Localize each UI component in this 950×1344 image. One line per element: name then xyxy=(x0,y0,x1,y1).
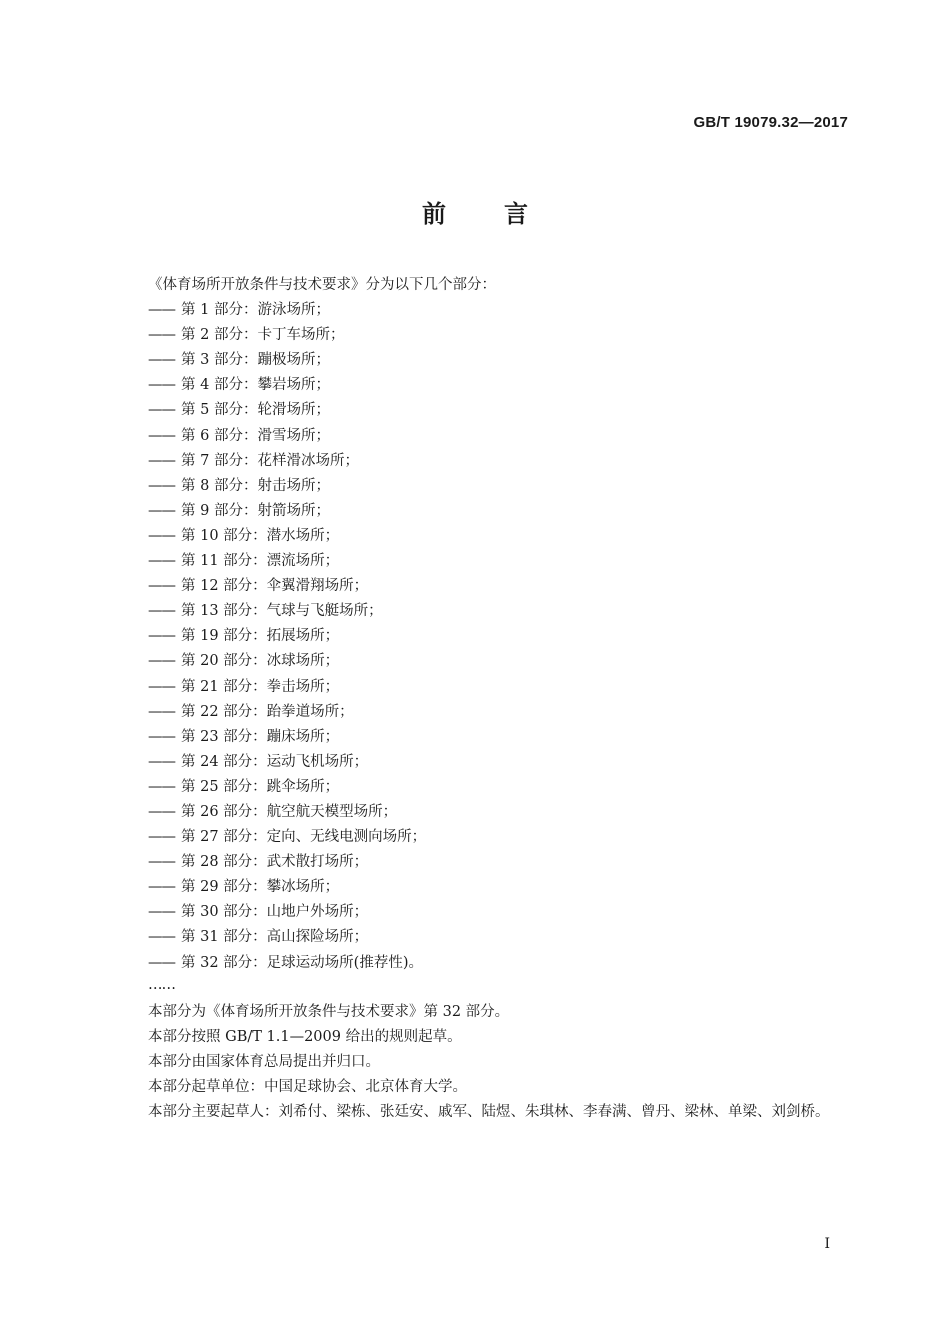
page-title: 前言 xyxy=(422,200,586,228)
dash-mark: —— xyxy=(148,578,175,595)
part-item xyxy=(148,850,848,875)
dash-mark: —— xyxy=(148,929,175,946)
dash-mark: —— xyxy=(148,728,175,745)
statements-block xyxy=(148,1000,848,1125)
statement-line: 本部分由国家体育总局提出并归口。 xyxy=(148,1054,380,1071)
dash-mark: —— xyxy=(148,628,175,645)
part-item xyxy=(148,750,848,775)
part-item xyxy=(148,373,848,398)
part-text: 第 5 部分：轮滑场所； xyxy=(181,402,330,419)
dash-mark: —— xyxy=(148,427,175,444)
dash-mark: —— xyxy=(148,352,175,369)
part-text: 第 1 部分：游泳场所； xyxy=(181,302,330,319)
dash-mark: —— xyxy=(148,527,175,544)
part-item xyxy=(148,925,848,950)
dash-mark: —— xyxy=(148,803,175,820)
part-item xyxy=(148,675,848,700)
part-text: 第 21 部分：拳击场所； xyxy=(181,678,340,695)
part-item xyxy=(148,499,848,524)
statement-line: 本部分起草单位：中国足球协会、北京体育大学。 xyxy=(148,1079,467,1096)
part-text: 第 24 部分：运动飞机场所； xyxy=(181,753,369,770)
part-text: 第 28 部分：武术散打场所； xyxy=(181,854,369,871)
part-text: 第 29 部分：攀冰场所； xyxy=(181,879,340,896)
part-item xyxy=(148,524,848,549)
dash-mark: —— xyxy=(148,904,175,921)
dash-mark: —— xyxy=(148,477,175,494)
dash-mark: —— xyxy=(148,753,175,770)
part-text: 第 25 部分：跳伞场所； xyxy=(181,778,340,795)
part-item xyxy=(148,298,848,323)
dash-mark: —— xyxy=(148,854,175,871)
part-text: 第 7 部分：花样滑冰场所； xyxy=(181,452,359,469)
part-item xyxy=(148,951,848,976)
part-text: 第 31 部分：高山探险场所； xyxy=(181,929,369,946)
dash-mark: —— xyxy=(148,879,175,896)
part-text: 第 20 部分：冰球场所； xyxy=(181,653,340,670)
part-text: 第 6 部分：滑雪场所； xyxy=(181,427,330,444)
part-item xyxy=(148,449,848,474)
statement-line: 本部分按照 GB/T 1.1—2009 给出的规则起草。 xyxy=(148,1029,462,1046)
dash-mark: —— xyxy=(148,452,175,469)
part-text: 第 13 部分：气球与飞艇场所； xyxy=(181,603,383,620)
dash-mark: —— xyxy=(148,327,175,344)
part-text: 第 9 部分：射箭场所； xyxy=(181,502,330,519)
statement-line: 本部分为《体育场所开放条件与技术要求》第 32 部分。 xyxy=(148,1004,510,1020)
ellipsis: …… xyxy=(148,977,175,993)
part-item xyxy=(148,323,848,348)
part-text: 第 30 部分：山地户外场所； xyxy=(181,904,369,921)
part-text: 第 8 部分：射击场所； xyxy=(181,477,330,494)
dash-mark: —— xyxy=(148,377,175,394)
dash-mark: —— xyxy=(148,703,175,720)
page-number: I xyxy=(824,1236,830,1252)
part-text: 第 4 部分：攀岩场所； xyxy=(181,377,330,394)
part-text: 第 19 部分：拓展场所； xyxy=(181,628,340,645)
part-text: 第 23 部分：蹦床场所； xyxy=(181,728,340,745)
part-text: 第 2 部分：卡丁车场所； xyxy=(181,327,345,344)
part-item xyxy=(148,649,848,674)
statement-line: 本部分主要起草人：刘希付、梁栋、张廷安、戚军、陆煜、朱琪林、李春满、曾丹、梁林、单梁、刘剑桥。 xyxy=(148,1104,830,1121)
part-item xyxy=(148,348,848,373)
dash-mark: —— xyxy=(148,829,175,846)
dash-mark: —— xyxy=(148,653,175,670)
part-text: 第 27 部分：定向、无线电测向场所； xyxy=(181,829,427,846)
part-item xyxy=(148,624,848,649)
part-item xyxy=(148,599,848,624)
dash-mark: —— xyxy=(148,402,175,419)
part-item xyxy=(148,725,848,750)
part-item xyxy=(148,474,848,499)
foreword-body xyxy=(148,273,848,976)
part-item xyxy=(148,875,848,900)
part-text: 第 32 部分：足球运动场所(推荐性)。 xyxy=(181,954,423,971)
part-text: 第 12 部分：伞翼滑翔场所； xyxy=(181,578,369,595)
part-text: 第 26 部分：航空航天模型场所； xyxy=(181,803,398,820)
part-text: 第 3 部分：蹦极场所； xyxy=(181,352,330,369)
dash-mark: —— xyxy=(148,954,175,971)
dash-mark: —— xyxy=(148,678,175,695)
part-item xyxy=(148,549,848,574)
part-item xyxy=(148,800,848,825)
part-item xyxy=(148,398,848,423)
part-text: 第 22 部分：跆拳道场所； xyxy=(181,703,354,720)
dash-mark: —— xyxy=(148,302,175,319)
dash-mark: —— xyxy=(148,553,175,570)
part-text: 第 11 部分：漂流场所； xyxy=(181,553,340,570)
part-item xyxy=(148,700,848,725)
dash-mark: —— xyxy=(148,502,175,519)
parts-list xyxy=(148,298,848,976)
part-item xyxy=(148,574,848,599)
part-text: 第 10 部分：潜水场所； xyxy=(181,527,340,544)
part-item xyxy=(148,825,848,850)
part-item xyxy=(148,900,848,925)
dash-mark: —— xyxy=(148,603,175,620)
part-item xyxy=(148,424,848,449)
dash-mark: —— xyxy=(148,778,175,795)
intro-line: 《体育场所开放条件与技术要求》分为以下几个部分： xyxy=(148,277,496,293)
part-item xyxy=(148,775,848,800)
standard-code: GB/T 19079.32—2017 xyxy=(693,114,848,131)
